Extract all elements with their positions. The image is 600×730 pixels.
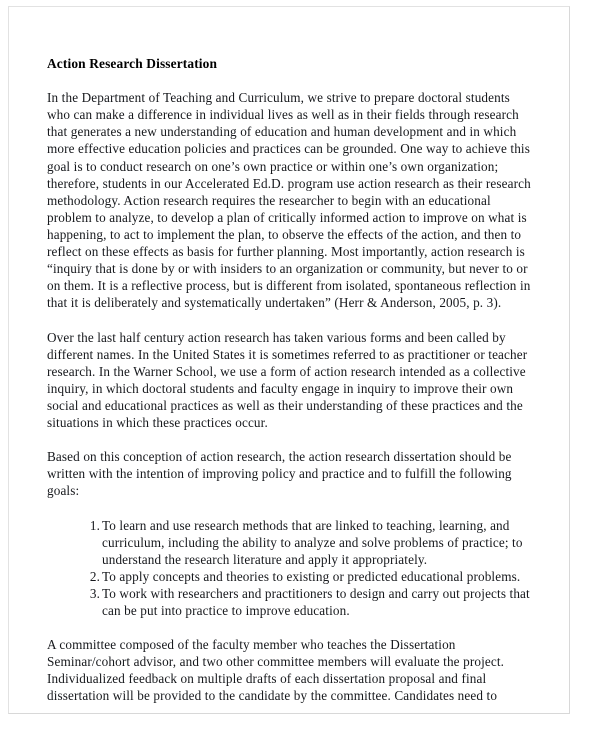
paragraph-committee — [47, 636, 570, 704]
list-item — [47, 568, 570, 585]
list-item-marker: 1. — [89, 517, 100, 533]
list-item — [47, 585, 570, 619]
document-blocks — [47, 72, 570, 704]
text-line: written with the intention of improving policy and practice and to fulfill the following — [47, 466, 512, 482]
text-line: To apply concepts and theories to existing or predicted educational problems. — [102, 568, 521, 584]
text-line: goals: — [47, 483, 80, 499]
text-line: can be put into practice to improve education. — [102, 603, 350, 618]
text-line: on them. It is a reflective process, but is different from isolated, spontaneous reflection in — [47, 278, 531, 294]
text-line: happening, to act to implement the plan, to observe the effects of the action, and then to — [47, 226, 522, 242]
list-item — [47, 517, 570, 568]
text-line: different names. In the United States it is sometimes referred to as practitioner or teacher — [47, 346, 528, 362]
goals-list — [47, 517, 570, 620]
text-line: inquiry, in which doctoral students and faculty engage in inquiry to improve their own — [47, 380, 514, 396]
text-line: In the Department of Teaching and Curriculum, we strive to prepare doctoral students — [47, 90, 510, 106]
text-line: Individualized feedback on multiple drafts of each dissertation proposal and final — [47, 671, 487, 687]
paragraph-spacer — [47, 619, 570, 636]
document-page — [8, 6, 570, 714]
text-line: “inquiry that is done by or with insiders to an organization or community, but never to or — [47, 261, 528, 277]
text-line: A committee composed of the faculty member who teaches the Dissertation — [47, 637, 456, 653]
paragraph-spacer — [47, 431, 570, 448]
text-line: social and educational practices as well as their understanding of these practices and the — [47, 397, 523, 413]
text-line: goal is to conduct research on one’s own practice or within one’s own organization; — [47, 158, 499, 174]
list-item-marker: 3. — [89, 585, 100, 601]
text-line: curriculum, including the ability to analyze and solve problems of practice; to — [102, 534, 523, 550]
text-line: reflect on these effects as basis for further planning. Most importantly, action research is — [47, 244, 525, 260]
paragraph-spacer — [47, 72, 570, 89]
text-line: methodology. Action research requires the researcher to begin with an educational — [47, 192, 491, 208]
text-line: that generates a new understanding of education and human development and in which — [47, 124, 517, 140]
text-line: that it is deliberately and systematically undertaken” (Herr & Anderson, 2005, p. 3). — [47, 295, 502, 311]
paragraph-spacer — [47, 311, 570, 328]
text-line: To work with researchers and practitioners to design and carry out projects that — [102, 585, 530, 601]
list-item-marker: 2. — [89, 568, 100, 584]
paragraph-spacer — [47, 499, 570, 516]
text-line: Based on this conception of action research, the action research dissertation should be — [47, 449, 512, 465]
text-line: situations in which these practices occur. — [47, 414, 268, 430]
paragraph-goals-intro — [47, 448, 570, 499]
document-text-column — [47, 55, 570, 705]
text-line: dissertation will be provided to the candidate by the committee. Candidates need to — [47, 688, 498, 704]
paragraph-intro — [47, 89, 570, 311]
text-line: therefore, students in our Accelerated Ed.D. program use action research as their research — [47, 175, 531, 191]
text-line: who can make a difference in individual lives as well as in their fields through research — [47, 107, 519, 123]
text-line: problem to analyze, to develop a plan of critically informed action to improve on what is — [47, 209, 527, 225]
text-line: To learn and use research methods that are linked to teaching, learning, and — [102, 517, 510, 533]
text-line: research. In the Warner School, we use a form of action research intended as a collective — [47, 363, 526, 379]
text-line: Seminar/cohort advisor, and two other committee members will evaluate the project. — [47, 654, 505, 670]
text-line: understand the research literature and apply it appropriately. — [102, 551, 428, 567]
paragraph-history — [47, 329, 570, 432]
page-title: Action Research Dissertation — [47, 56, 218, 71]
text-line: Over the last half century action research has taken various forms and been called by — [47, 329, 506, 345]
text-line: more effective education policies and practices can be grounded. One way to achieve this — [47, 141, 530, 157]
